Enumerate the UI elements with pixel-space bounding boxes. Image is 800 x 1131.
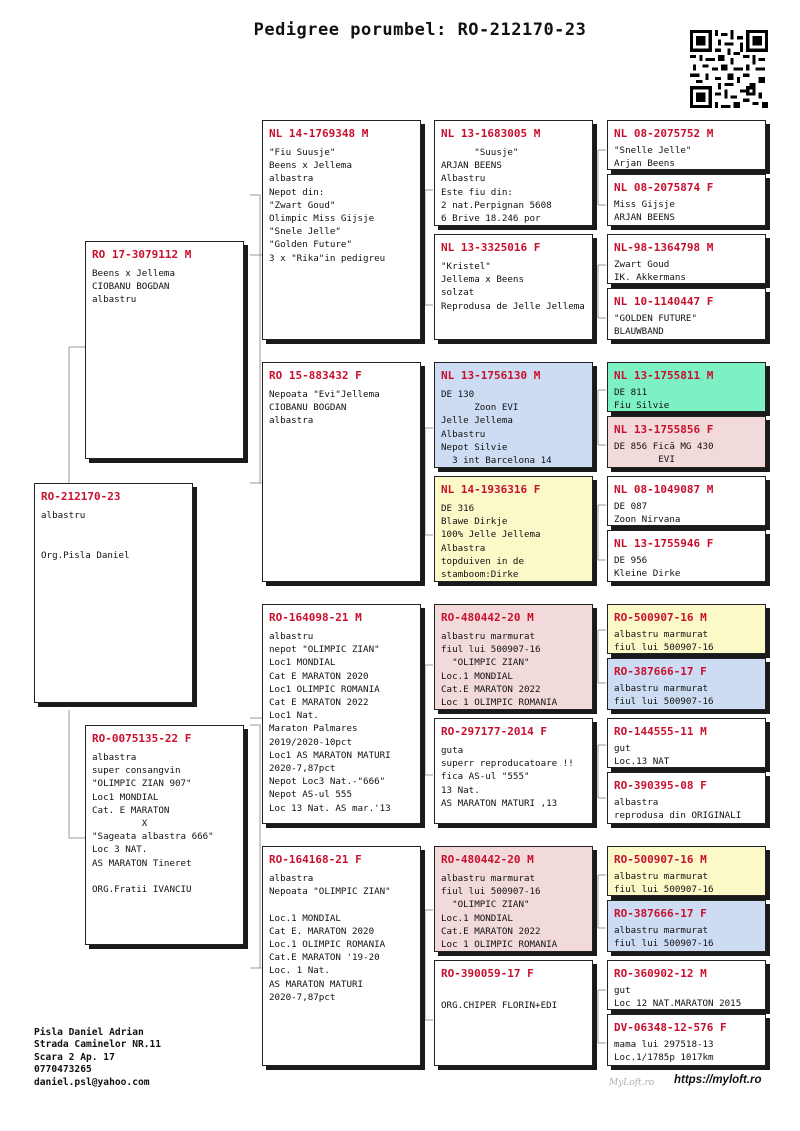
pedigree-card-gen4 xyxy=(607,846,766,896)
ring-number: RO 15-883432 F xyxy=(269,369,362,382)
ring-number: NL-98-1364798 M xyxy=(614,241,714,254)
pedigree-card-great-grandparent xyxy=(434,718,593,824)
card-details: "GOLDEN FUTURE" BLAUWBAND xyxy=(614,313,697,338)
pedigree-card-great-grandparent xyxy=(434,604,593,710)
card-details: "Snelle Jelle" Arjan Beens xyxy=(614,145,692,170)
ring-number: RO-144555-11 M xyxy=(614,725,707,738)
card-details: albastru marmurat fiul lui 500907-16 xyxy=(614,629,714,654)
pedigree-card-gen4 xyxy=(607,416,766,468)
ring-number: NL 08-2075752 M xyxy=(614,127,714,140)
ring-number: RO-390059-17 F xyxy=(441,967,534,980)
pedigree-card-sire xyxy=(85,241,244,459)
card-details: DE 087 Zoon Nirvana xyxy=(614,501,681,526)
ring-number: RO-500907-16 M xyxy=(614,853,707,866)
ring-number: NL 14-1769348 M xyxy=(269,127,369,140)
pedigree-card-gen4 xyxy=(607,658,766,710)
pedigree-card-great-grandparent xyxy=(434,846,593,952)
card-details: Miss Gijsje ARJAN BEENS xyxy=(614,199,675,224)
card-details: albastra Nepoata "OLIMPIC ZIAN" Loc.1 MONDIAL Cat E. MARATON 2020 Loc.1 OLIMPIC ROMANIA Cat.E MARATON '19-20 Loc. 1 Nat. AS MARATON MATURI 2020-7,87pct xyxy=(269,873,391,1003)
ring-number: RO-164098-21 M xyxy=(269,611,362,624)
pedigree-card-great-grandparent xyxy=(434,120,593,226)
pedigree-card-grandparent xyxy=(262,120,421,340)
ring-number: RO-390395-08 F xyxy=(614,779,707,792)
pedigree-card-grandparent xyxy=(262,604,421,824)
ring-number: NL 13-3325016 F xyxy=(441,241,541,254)
ring-number: RO-164168-21 F xyxy=(269,853,362,866)
card-details: "Suusje" ARJAN BEENS Albastru Este fiu din: 2 nat.Perpignan 5608 6 Brive 18.246 por xyxy=(441,147,552,225)
pedigree-card-gen4 xyxy=(607,362,766,412)
pedigree-card-gen4 xyxy=(607,174,766,226)
pedigree-card-grandparent xyxy=(262,846,421,1066)
myloft-logo xyxy=(607,1073,667,1089)
ring-number: NL 13-1683005 M xyxy=(441,127,541,140)
ring-number: NL 13-1755946 F xyxy=(614,537,714,550)
card-details: gut Loc.13 NAT xyxy=(614,743,670,768)
ring-number: RO-480442-20 M xyxy=(441,853,534,866)
pedigree-card-subject xyxy=(34,483,193,703)
card-details: Nepoata "Evi"Jellema CIOBANU BOGDAN albastra xyxy=(269,389,380,427)
card-details: "Fiu Suusje" Beens x Jellema albastra Nepot din: "Zwart Goud" Olimpic Miss Gijsje "Snele Jelle" "Golden Future" 3 x "Rika"in pedigreu xyxy=(269,147,386,264)
pedigree-card-great-grandparent xyxy=(434,234,593,340)
pedigree-card-great-grandparent xyxy=(434,960,593,1066)
card-details: ORG.CHIPER FLORIN+EDI xyxy=(441,1000,558,1012)
ring-number: RO-360902-12 M xyxy=(614,967,707,980)
card-details: DE 956 Kleine Dirke xyxy=(614,555,681,580)
pedigree-card-gen4 xyxy=(607,288,766,340)
card-details: mama lui 297518-13 Loc.1/1785p 1017km xyxy=(614,1039,714,1064)
card-details: gut Loc 12 NAT.MARATON 2015 xyxy=(614,985,742,1010)
card-details: albastru marmurat fiul lui 500907-16 "OLIMPIC ZIAN" Loc.1 MONDIAL Cat.E MARATON 2022 Loc 1 OLIMPIC ROMANIA xyxy=(441,631,558,709)
pedigree-card-gen4 xyxy=(607,718,766,768)
card-details: albastra reprodusa din ORIGINALI xyxy=(614,797,742,822)
card-details: DE 811 Fiu Silvie xyxy=(614,387,670,412)
pedigree-card-great-grandparent xyxy=(434,476,593,582)
website-link[interactable]: https://myloft.ro xyxy=(674,1074,762,1086)
ring-number: NL 13-1756130 M xyxy=(441,369,541,382)
card-details: albastru marmurat fiul lui 500907-16 "OLIMPIC ZIAN" Loc.1 MONDIAL Cat.E MARATON 2022 Loc 1 OLIMPIC ROMANIA xyxy=(441,873,558,951)
pedigree-card-grandparent xyxy=(262,362,421,582)
ring-number: RO 17-3079112 M xyxy=(92,248,192,261)
ring-number: RO-480442-20 M xyxy=(441,611,534,624)
pedigree-card-dam xyxy=(85,725,244,945)
card-details: guta superr reproducatoare !! fica AS-ul "555" 13 Nat. AS MARATON MATURI ,13 xyxy=(441,745,574,809)
card-details: DE 316 Blawe Dirkje 100% Jelle Jellema Albastra topduiven in de stamboom:Dirke xyxy=(441,503,541,581)
card-details: albastru Org.Pisla Daniel xyxy=(41,510,130,561)
pedigree-card-gen4 xyxy=(607,476,766,526)
card-details: albastru marmurat fiul lui 500907-16 xyxy=(614,683,714,708)
card-details: albastru marmurat fiul lui 500907-16 xyxy=(614,871,714,896)
pedigree-card-gen4 xyxy=(607,530,766,582)
page-title: Pedigree porumbel: RO-212170-23 xyxy=(253,20,587,40)
ring-number: NL 13-1755811 M xyxy=(614,369,714,382)
ring-number: RO-0075135-22 F xyxy=(92,732,192,745)
owner-contact: Pisla Daniel Adrian Strada Caminelor NR.11 Scara 2 Ap. 17 0770473265 daniel.psl@yahoo.com xyxy=(34,1027,162,1088)
card-details: albastru marmurat fiul lui 500907-16 xyxy=(614,925,714,950)
ring-number: NL 10-1140447 F xyxy=(614,295,714,308)
card-details: albastru nepot "OLIMPIC ZIAN" Loc1 MONDIAL Cat E MARATON 2020 Loc1 OLIMPIC ROMANIA Cat E MARATON 2022 Loc1 Nat. Maraton Palmares 2019/2020-10pct Loc1 AS MARATON MATURI 2020-7,87pct Nepot Loc3 Nat.-"666" Nepot AS-ul 555 Loc 13 Nat. AS mar.'13 xyxy=(269,631,391,814)
card-details: Zwart Goud IK. Akkermans xyxy=(614,259,686,284)
ring-number: DV-06348-12-576 F xyxy=(614,1021,727,1034)
ring-number: RO-500907-16 M xyxy=(614,611,707,624)
ring-number: RO-212170-23 xyxy=(41,490,121,503)
pedigree-card-gen4 xyxy=(607,120,766,170)
ring-number: RO-387666-17 F xyxy=(614,907,707,920)
card-details: Beens x Jellema CIOBANU BOGDAN albastru xyxy=(92,268,175,306)
pedigree-card-gen4 xyxy=(607,900,766,952)
card-details: albastra super consangvin "OLIMPIC ZIAN 907" Loc1 MONDIAL Cat. E MARATON X "Sageata albastra 666" Loc 3 NAT. AS MARATON Tineret ORG.Fratii IVANCIU xyxy=(92,752,214,896)
ring-number: RO-297177-2014 F xyxy=(441,725,547,738)
ring-number: RO-387666-17 F xyxy=(614,665,707,678)
card-details: DE 130 Zoon EVI Jelle Jellema Albastru Nepot Silvie 3 int Barcelona 14 xyxy=(441,389,552,467)
pedigree-card-gen4 xyxy=(607,1014,766,1066)
ring-number: NL 13-1755856 F xyxy=(614,423,714,436)
pedigree-card-gen4 xyxy=(607,772,766,824)
logo-text: MyLoft.ro xyxy=(609,1078,655,1088)
pedigree-card-gen4 xyxy=(607,604,766,654)
ring-number: NL 08-2075874 F xyxy=(614,181,714,194)
pedigree-card-great-grandparent xyxy=(434,362,593,468)
card-details: DE 856 Fică MG 430 EVI xyxy=(614,441,714,466)
pedigree-card-gen4 xyxy=(607,960,766,1010)
card-details: "Kristel" Jellema x Beens solzat Reprodusa de Jelle Jellema xyxy=(441,261,585,312)
ring-number: NL 14-1936316 F xyxy=(441,483,541,496)
pedigree-card-gen4 xyxy=(607,234,766,284)
ring-number: NL 08-1049087 M xyxy=(614,483,714,496)
